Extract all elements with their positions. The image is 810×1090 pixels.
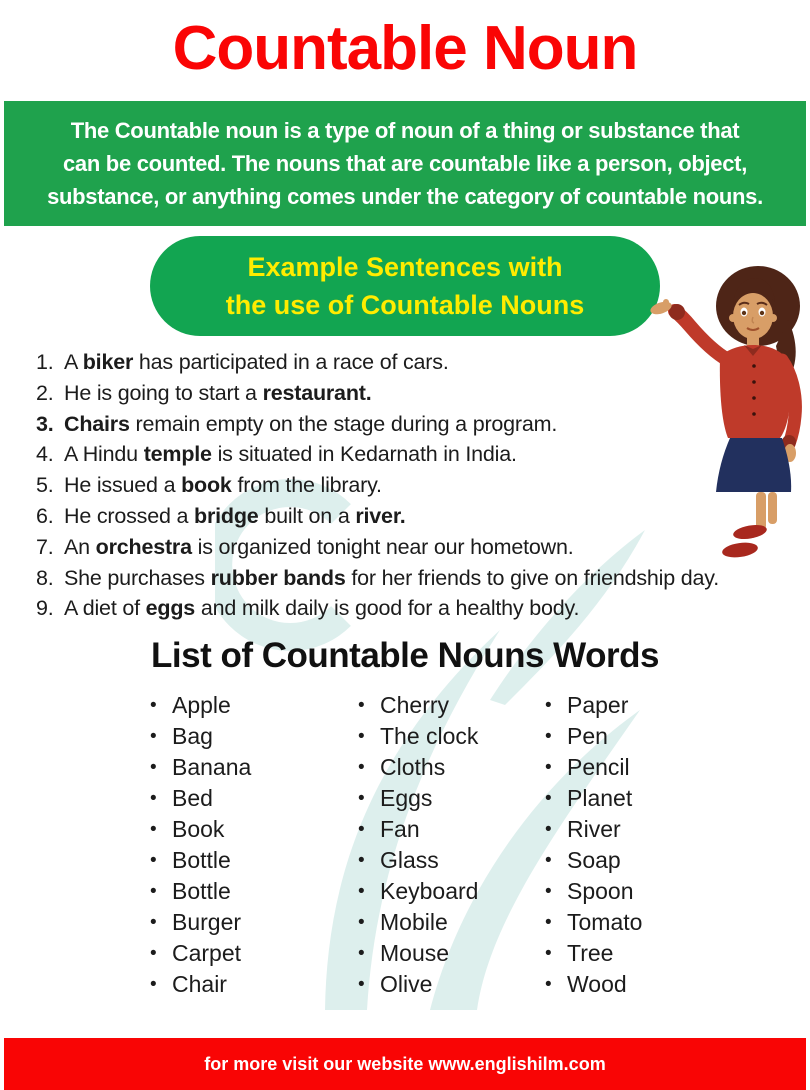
word-label: Wood — [567, 971, 627, 998]
sentence-item — [36, 593, 810, 624]
word-item — [150, 969, 358, 1000]
bullet-icon: • — [545, 974, 552, 996]
intro-banner-line: can be counted. The nouns that are countable like a person, object, — [62, 151, 748, 176]
word-label: Pen — [567, 723, 608, 750]
word-label: Bag — [172, 723, 213, 750]
word-label: Fan — [380, 816, 420, 843]
skirt — [716, 438, 791, 492]
word-item — [545, 938, 725, 969]
word-item — [545, 814, 725, 845]
word-column — [358, 690, 545, 1000]
sentence-number: 5. — [36, 473, 54, 498]
word-item — [150, 814, 358, 845]
word-item — [545, 969, 725, 1000]
sentence-number: 3. — [36, 411, 54, 436]
bullet-icon: • — [150, 912, 157, 934]
word-label: Burger — [172, 909, 242, 936]
bullet-icon: • — [358, 912, 365, 934]
word-label: Planet — [567, 785, 633, 812]
word-item — [358, 783, 545, 814]
bullet-icon: • — [545, 726, 552, 748]
example-pill-line: the use of Countable Nouns — [225, 290, 585, 320]
bullet-icon: • — [545, 850, 552, 872]
word-label: Bed — [172, 785, 213, 812]
sentence-number: 7. — [36, 534, 54, 559]
bullet-icon: • — [358, 757, 365, 779]
poster-page — [0, 10, 810, 1090]
bullet-icon: • — [150, 974, 157, 996]
word-label: Keyboard — [380, 878, 479, 905]
bullet-icon: • — [150, 850, 157, 872]
word-item — [358, 721, 545, 752]
word-column — [150, 690, 358, 1000]
page-title: Countable Noun — [172, 14, 638, 83]
word-item — [545, 845, 725, 876]
word-label: Mobile — [380, 909, 448, 936]
sentence-text: She purchases rubber bands for her friends to give on friendship day. — [64, 565, 720, 590]
word-list-heading: List of Countable Nouns Words — [151, 636, 659, 676]
word-item — [358, 752, 545, 783]
word-label: Eggs — [380, 785, 433, 812]
intro-banner-line: substance, or anything comes under the category of countable nouns. — [47, 184, 763, 209]
intro-banner — [4, 101, 806, 226]
word-label: Glass — [380, 847, 439, 874]
bullet-icon: • — [150, 757, 157, 779]
word-item — [545, 876, 725, 907]
word-label: Book — [172, 816, 225, 843]
bullet-icon: • — [150, 943, 157, 965]
word-item — [150, 752, 358, 783]
word-label: Mouse — [380, 940, 450, 967]
bullet-icon: • — [150, 819, 157, 841]
bullet-icon: • — [545, 943, 552, 965]
word-item — [545, 907, 725, 938]
bullet-icon: • — [358, 819, 365, 841]
sentence-text: A biker has participated in a race of cars. — [64, 350, 449, 374]
sentence-text: A Hindu temple is situated in Kedarnath in India. — [64, 442, 517, 467]
word-label: Apple — [172, 692, 231, 719]
bullet-icon: • — [545, 819, 552, 841]
word-item — [358, 845, 545, 876]
word-label: Carpet — [172, 940, 242, 967]
word-item — [358, 814, 545, 845]
bullet-icon: • — [358, 974, 365, 996]
word-item — [150, 938, 358, 969]
sentence-text: Chairs remain empty on the stage during a program. — [64, 411, 558, 436]
word-item — [545, 721, 725, 752]
sentence-item — [36, 563, 810, 594]
bullet-icon: • — [150, 788, 157, 810]
word-label: Spoon — [567, 878, 634, 905]
word-item — [545, 690, 725, 721]
word-label: Paper — [567, 692, 629, 719]
bullet-icon: • — [545, 695, 552, 717]
bullet-icon: • — [358, 788, 365, 810]
word-label: River — [567, 816, 621, 843]
word-label: Tree — [567, 940, 614, 967]
bullet-icon: • — [150, 726, 157, 748]
word-item — [150, 876, 358, 907]
word-label: Cherry — [380, 692, 450, 719]
word-item — [358, 907, 545, 938]
word-item — [150, 783, 358, 814]
word-label: Tomato — [567, 909, 643, 936]
bullet-icon: • — [545, 881, 552, 903]
bullet-icon: • — [358, 943, 365, 965]
word-item — [150, 721, 358, 752]
word-item — [358, 690, 545, 721]
sentence-number: 4. — [36, 442, 54, 467]
bullet-icon: • — [358, 726, 365, 748]
intro-banner-line: The Countable noun is a type of noun of a thing or substance that — [70, 118, 740, 143]
word-label: Chair — [172, 971, 227, 998]
word-item — [358, 876, 545, 907]
sentence-number: 6. — [36, 503, 54, 528]
legs-and-shoes — [721, 492, 777, 559]
sentence-number: 9. — [36, 596, 54, 621]
word-column — [545, 690, 725, 1000]
word-label: Bottle — [172, 878, 231, 905]
word-label: Cloths — [380, 754, 446, 781]
example-pill-line: Example Sentences with — [247, 252, 563, 282]
bullet-icon: • — [358, 881, 365, 903]
word-columns — [150, 690, 810, 1000]
bullet-icon: • — [358, 695, 365, 717]
bullet-icon: • — [150, 695, 157, 717]
bullet-icon: • — [150, 881, 157, 903]
teacher-illustration — [650, 260, 810, 562]
word-label: The clock — [380, 723, 479, 750]
word-label: Pencil — [567, 754, 630, 781]
footer-bar — [4, 1038, 806, 1090]
sentence-number: 1. — [36, 350, 54, 374]
footer-text: for more visit our website www.englishilm.com — [204, 1053, 606, 1074]
bullet-icon: • — [545, 757, 552, 779]
word-label: Bottle — [172, 847, 231, 874]
bullet-icon: • — [545, 912, 552, 934]
word-item — [150, 845, 358, 876]
word-item — [545, 783, 725, 814]
sentence-number: 8. — [36, 565, 54, 590]
word-item — [150, 690, 358, 721]
word-item — [545, 752, 725, 783]
word-item — [358, 938, 545, 969]
word-label: Soap — [567, 847, 621, 874]
word-item — [150, 907, 358, 938]
example-pill — [150, 236, 660, 336]
sentence-text: He issued a book from the library. — [64, 473, 382, 498]
sentence-text: He crossed a bridge built on a river. — [64, 503, 406, 528]
sentence-text: He is going to start a restaurant. — [64, 380, 372, 405]
word-label: Banana — [172, 754, 252, 781]
word-label: Olive — [380, 971, 433, 998]
bullet-icon: • — [545, 788, 552, 810]
sentence-text: An orchestra is organized tonight near our hometown. — [64, 534, 574, 559]
sentence-text: A diet of eggs and milk daily is good for a healthy body. — [64, 596, 580, 621]
bullet-icon: • — [358, 850, 365, 872]
word-item — [358, 969, 545, 1000]
sentence-number: 2. — [36, 380, 54, 405]
